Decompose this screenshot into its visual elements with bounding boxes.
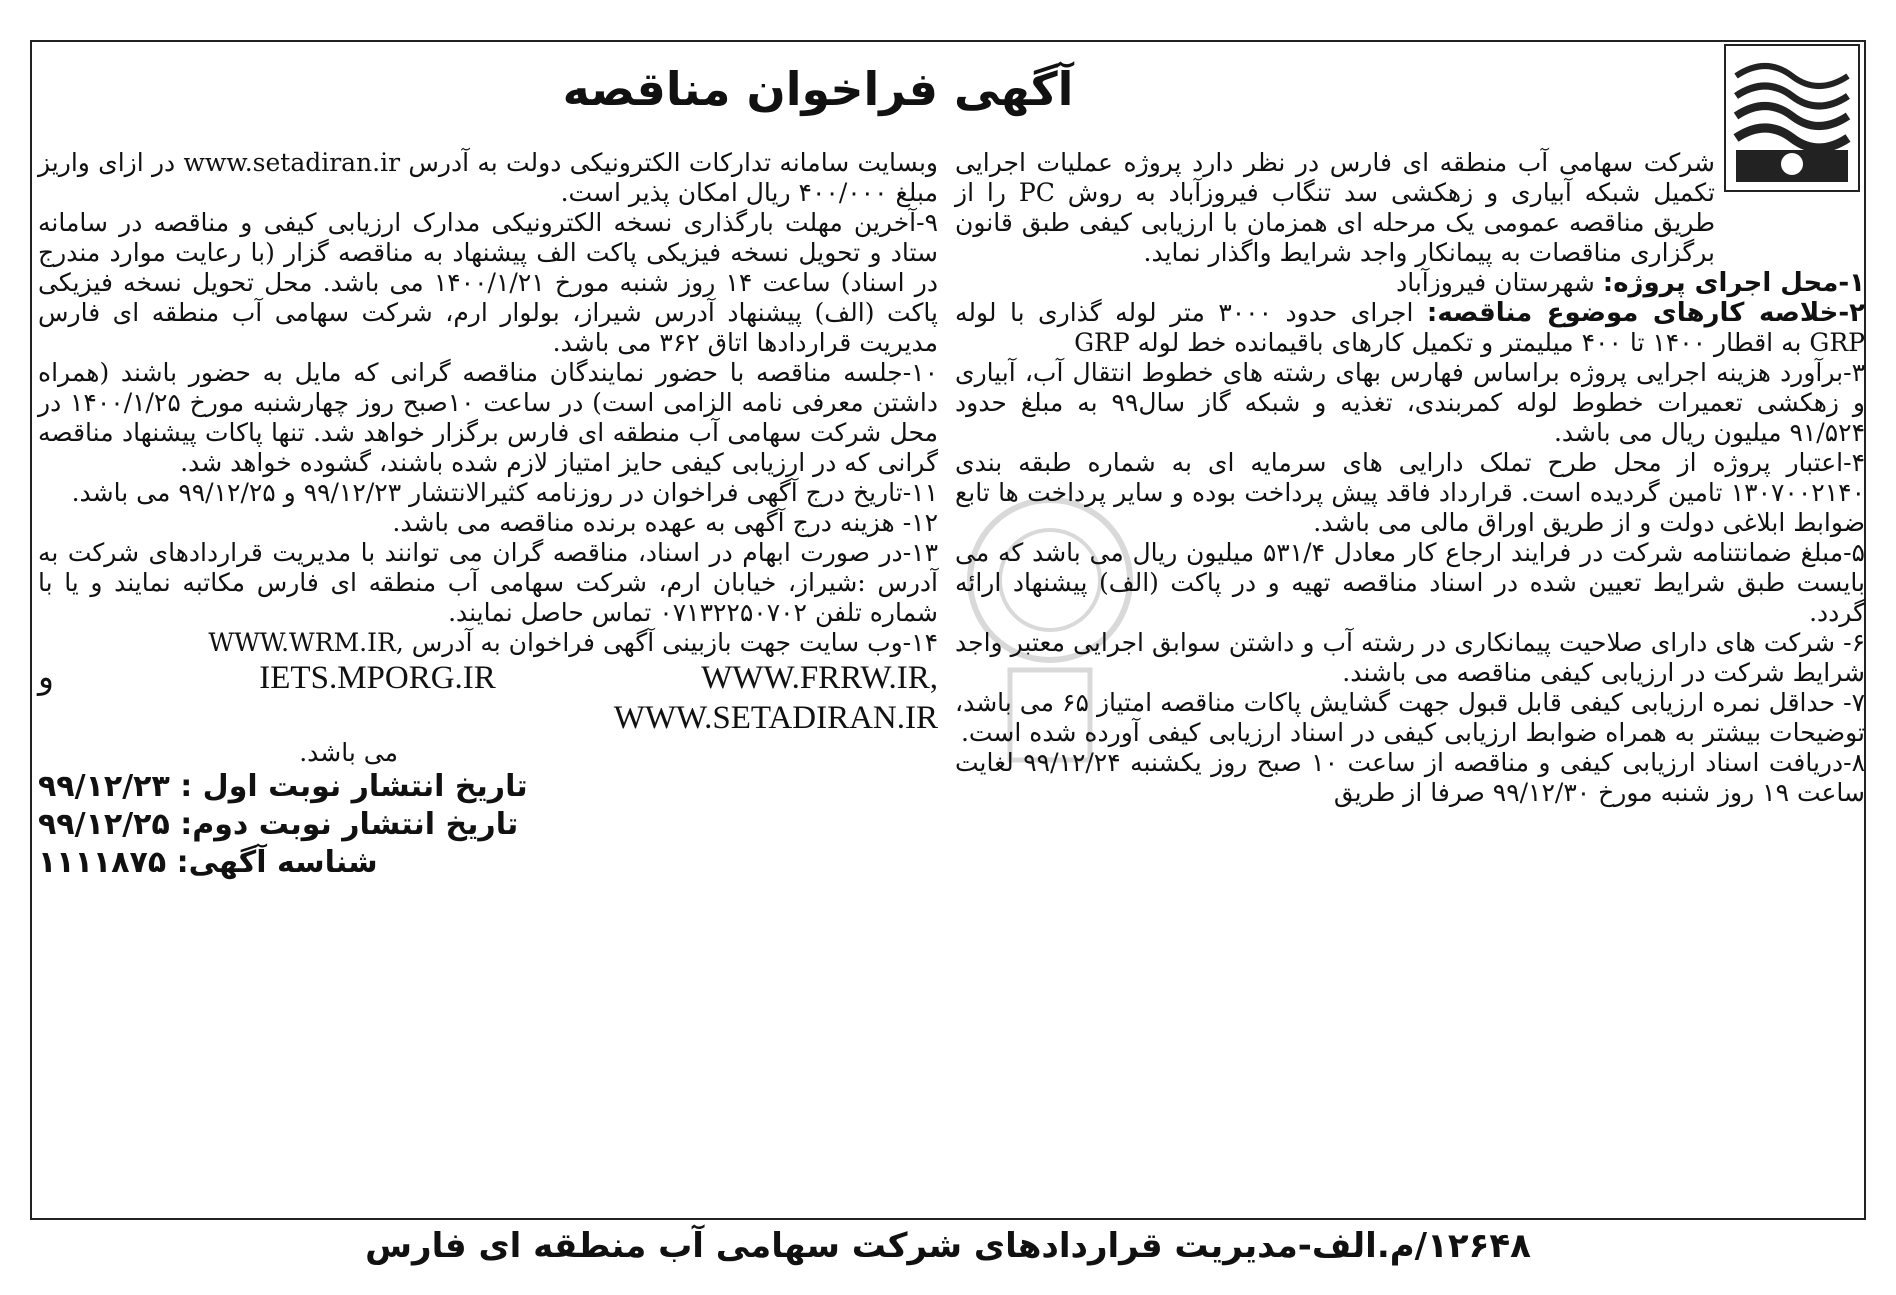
item-3: ۳-برآورد هزینه اجرایی پروژه براساس فهارس بهای رشته های خطوط انتقال آب، آبیاری و زهکشی تعمیرات خطوط لوله کمربندی، تغذیه و شبکه گاز سال۹۹ به مبلغ حدود ۹۱/۵۲۴ میلیون ریال می باشد. <box>955 358 1865 447</box>
item-2 <box>955 298 1865 358</box>
notice-footer: ۱۲۶۴۸/م.الف-مدیریت قراردادهای شرکت سهامی آب منطقه ای فارس <box>365 1226 1531 1266</box>
item-1 <box>955 268 1865 298</box>
first-publication-date: تاریخ انتشار نوبت اول : ۹۹/۱۲/۲۳ <box>38 769 528 804</box>
iets-link[interactable]: IETS.MPORG.IR <box>259 660 496 696</box>
publication-info <box>38 768 938 882</box>
second-publication-date: تاریخ انتشار نوبت دوم: ۹۹/۱۲/۲۵ <box>38 807 519 842</box>
right-column <box>955 148 1865 808</box>
notice-id: شناسه آگهی: ۱۱۱۱۸۷۵ <box>38 845 378 880</box>
item-14-end: می باشد. <box>299 738 398 767</box>
item-8: ۸-دریافت اسناد ارزیابی کیفی و مناقصه از ساعت ۱۰ صبح روز یکشنبه ۹۹/۱۲/۲۴ لغایت ساعت ۱۹ روز شنبه مورخ ۹۹/۱۲/۳۰ صرفا از طریق <box>955 748 1865 807</box>
left-column <box>38 148 938 882</box>
frrw-link[interactable]: WWW.FRRW.IR, <box>701 660 938 696</box>
item-6: ۶- شرکت های دارای صلاحیت پیمانکاری در رشته آب و داشتن سوابق اجرایی معتبر واجد شرایط شرکت در ارزیابی کیفی مناقصه می باشند. <box>955 628 1865 687</box>
website-row-2 <box>38 698 938 738</box>
item-2-head: ۲-خلاصه کارهای موضوع مناقصه: <box>1426 298 1865 328</box>
wrm-link[interactable]: WWW.WRM.IR, <box>208 628 404 657</box>
item-4: ۴-اعتبار پروژه از محل طرح تملک دارایی های سرمایه ای به شماره طبقه بندی ۱۳۰۷۰۰۲۱۴۰ تامین گردیده است. قرارداد فاقد پیش پرداخت بوده و سایر پرداخت ها تابع ضوابط ابلاغی دولت و از طریق اوراق مالی می باشد. <box>955 448 1865 537</box>
item-12: ۱۲- هزینه درج آگهی به عهده برنده مناقصه می باشد. <box>392 508 938 537</box>
item-14 <box>38 628 938 658</box>
setadiran-upper-link[interactable]: WWW.SETADIRAN.IR <box>613 700 938 736</box>
item-13: ۱۳-در صورت ابهام در اسناد، مناقصه گران می توانند با مدیریت قراردادهای شرکت به آدرس :شیراز، خیابان ارم، شرکت سهامی آب منطقه ای فارس مکاتبه نمایند و یا با شماره تلفن ۰۷۱۳۲۲۵۰۷۰۲ تماس حاصل نمایند. <box>38 538 938 627</box>
item-14-text: ۱۴-وب سایت جهت بازبینی آگهی فراخوان به آدرس <box>411 628 938 657</box>
item-8-continued <box>38 148 938 208</box>
setadiran-link[interactable]: www.setadiran.ir <box>183 148 401 177</box>
and-word: و <box>38 660 54 696</box>
website-list <box>38 658 938 738</box>
item-10: ۱۰-جلسه مناقصه با حضور نمایندگان مناقصه گرانی که مایل به حضور باشند (همراه داشتن معرفی نامه الزامی است) در ساعت ۱۰صبح روز چهارشنبه مورخ ۱۴۰۰/۱/۲۵ در محل شرکت سهامی آب منطقه ای فارس برگزار خواهد شد. تنها پاکات پیشنهاد مناقصه گرانی که در ارزیابی کیفی حایز امتیاز لازم شده باشند، گشوده خواهد شد. <box>38 358 939 477</box>
item-9: ۹-آخرین مهلت بارگذاری نسخه الکترونیکی مدارک ارزیابی کیفی و مناقصه در سامانه ستاد و تحویل نسخه فیزیکی پاکت الف پیشنهاد به مناقصه گزار (با رعایت موارد مندرج در اسناد) ساعت ۱۴ روز شنبه مورخ ۱۴۰۰/۱/۲۱ می باشد. محل تحویل نسخه فیزیکی پاکت (الف) پیشنهاد آدرس شیراز، بولوار ارم، شرکت سهامی آب منطقه ای فارس مدیریت قراردادها اتاق ۳۶۲ می باشد. <box>38 208 938 357</box>
item-7: ۷- حداقل نمره ارزیابی کیفی قابل قبول جهت گشایش پاکات مناقصه امتیاز ۶۵ می باشد، توضیحات بیشتر به همراه ضوابط ارزیابی کیفی در اسناد ارزیابی کیفی آورده شده است. <box>955 688 1865 747</box>
item-11: ۱۱-تاریخ درج آگهی فراخوان در روزنامه کثیرالانتشار ۹۹/۱۲/۲۳ و ۹۹/۱۲/۲۵ می باشد. <box>71 478 938 507</box>
notice-title: آگهی فراخوان مناقصه <box>562 62 1074 116</box>
item-8-cont-a: وبسایت سامانه تدارکات الکترونیکی دولت به آدرس <box>400 148 939 177</box>
website-row <box>38 658 938 698</box>
item-8-cont-b: در ازای واریز مبلغ ۴۰۰/۰۰۰ ریال امکان پذیر است. <box>38 148 938 207</box>
item-5: ۵-مبلغ ضمانتنامه شرکت در فرایند ارجاع کار معادل ۵۳۱/۴ میلیون ریال می باشد که می بایست طبق شرایط تعیین شده در اسناد مناقصه تهیه و در پاکت (الف) پیشنهاد ارائه گردد. <box>955 538 1865 627</box>
item-1-head: ۱-محل اجرای پروژه: <box>1602 268 1865 298</box>
item-2-text: اجرای حدود ۳۰۰۰ متر لوله گذاری با لوله GRP به اقطار ۱۴۰۰ تا ۴۰۰ میلیمتر و تکمیل کارهای باقیمانده خط لوله GRP <box>955 298 1865 357</box>
intro-paragraph: شرکت سهامی آب منطقه ای فارس در نظر دارد پروژه عملیات اجرایی تکمیل شبکه آبیاری و زهکشی سد تنگاب فیروزآباد به روش PC را از طریق مناقصه عمومی یک مرحله ای همزمان با ارزیابی کیفی طبق قانون برگزاری مناقصات به پیمانکار واجد شرایط واگذار نماید. <box>955 148 1715 267</box>
item-1-text: شهرستان فیروزآباد <box>1396 268 1603 297</box>
